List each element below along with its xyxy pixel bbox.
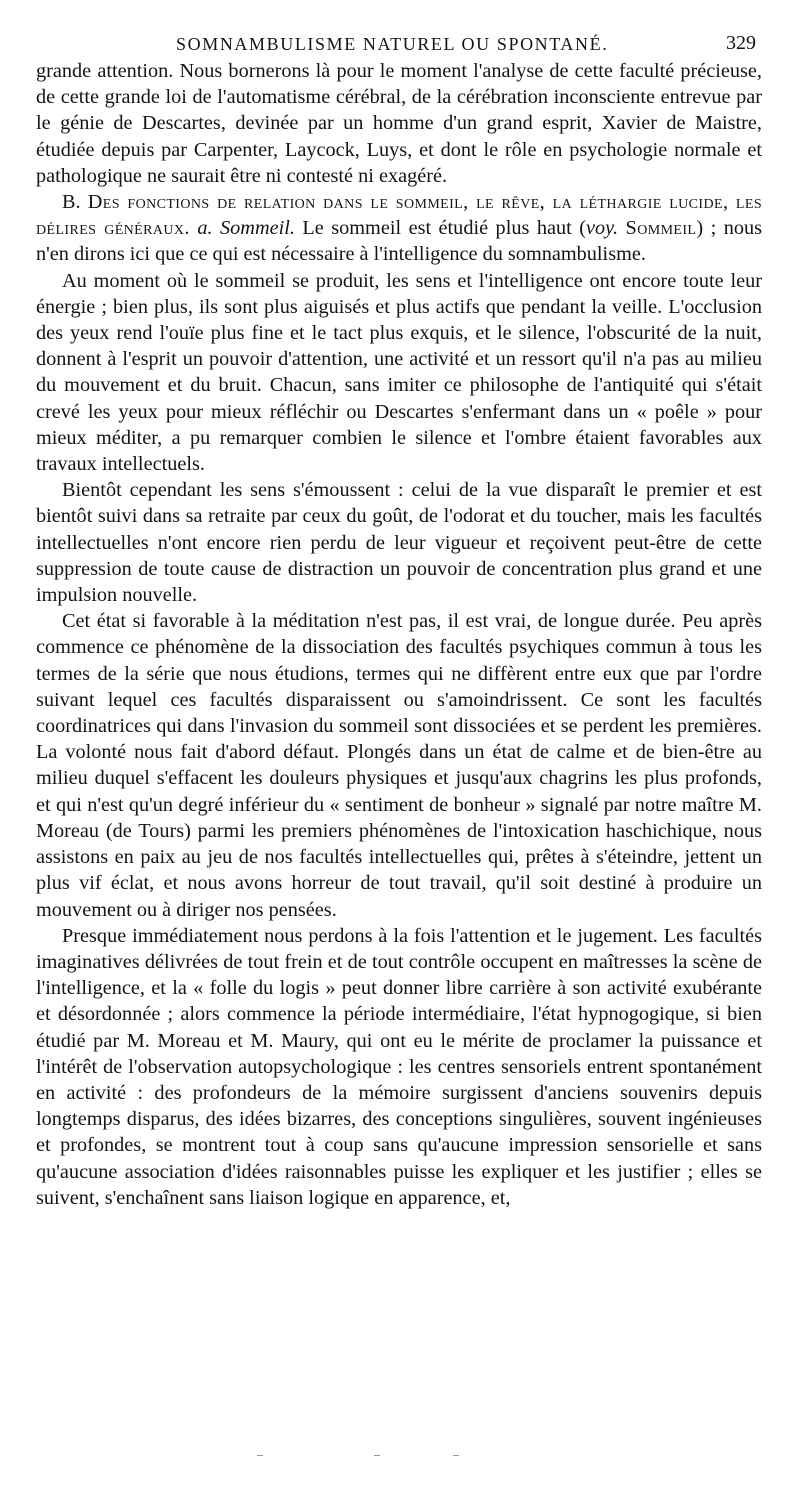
running-head: SOMNAMBULISME NATUREL OU SPONTANÉ. [176,34,609,54]
print-speck [257,1455,263,1456]
cross-reference-voy: voy. [585,217,619,240]
print-speck [374,1455,380,1456]
paragraph-etat-hypnogogique: Presque immédiatement nous perdons à la fois l'attention et le jugement. Les facultés imaginatives délivrées de tout frein et de tout contrôle occupent en maîtresses la scène de l'intelligence, et la « folle du logis » peut donner libre carrière à son activité exubérante et désordonnée ; alors commence la période intermédiaire, l'état hypnogogique, si bien étudié par M. Moreau et M. Maury, qui ont eu le mérite de proclamer la puissance et l'intérêt de l'observation autopsychologique : les centres sensoriels entrent spontanément en activité : des profondeurs de la mémoire surgissent d'anciens souvenirs depuis longtemps disparus, des idées bizarres, des conceptions singulières, souvent ingénieuses et profondes, se montrent tout à coup sans qu'aucune impression sensorielle et sans qu'aucune association d'idées raisonnables puisse les expliquer et les justifier ; elles se suivent, s'enchaînent sans liaison logique en apparence, et, [36,924,762,1209]
paragraph-sens-intelligence: Au moment où le sommeil se produit, les sens et l'intelligence ont encore toute leur énergie ; bien plus, ils sont plus aiguisés et plus actifs que pendant la veille. L'occlusion des yeux rend l'ouïe plus fine et le tact plus exquis, et le silence, l'obscurité de la nuit, donnent à l'esprit un pouvoir d'attention, une activité et un ressort qu'il n'a pas au milieu du mouvement et du bruit. Chacun, sans imiter ce philosophe de l'antiquité qui s'était crevé les yeux pour mieux réfléchir ou Descartes s'enfermant dans un « poêle » pour mieux méditer, a pu remarquer combien le silence et l'ombre étaient favorables aux travaux intellectuels. [36,269,762,476]
page-header [36,30,762,58]
cross-reference-target: Sommeil [625,217,697,240]
paragraph-continuation: grande attention. Nous bornerons là pour le moment l'analyse de cette faculté précieuse, de cette grande loi de l'automatisme cérébral, de la cérébration inconsciente entrevue par le génie de Descartes, devinée par un homme d'un grand esprit, Xavier de Maistre, étudiée depuis par Carpenter, Laycock, Luys, et dont le rôle en psychologie normale et pathologique ne saurait être ni contesté ni exagéré. [36,60,762,187]
print-specks [0,1455,800,1465]
paragraph-dissociation: Cet état si favorable à la méditation n'est pas, il est vrai, de longue durée. Peu après commence ce phénomène de la dissociation des facultés psychiques commun à tous les termes de la série que nous étudions, termes qui ne diffèrent entre eux que par l'ordre suivant lequel ces facultés disparaissent ou s'amoindrissent. Ce sont les facultés coordinatrices qui dans l'invasion du sommeil sont dissociées et se perdent les premières. La volonté nous fait d'abord défaut. Plongés dans un état de calme et de bien-être au milieu duquel s'effacent les douleurs physiques et jusqu'aux chagrins les plus profonds, et qui n'est qu'un degré inférieur du « sentiment de bonheur » signalé par notre maître M. Moreau (de Tours) parmi les premiers phénomènes de l'intoxication haschichique, nous assistons en paix au jeu de nos facultés intellectuelles qui, prêtes à s'éteindre, jettent un plus vif éclat, et nous avons horreur de tout travail, qu'il soit destiné à produire un mouvement ou à diriger nos pensées. [36,610,762,921]
print-speck [453,1455,459,1456]
page-number: 329 [726,32,756,54]
section-b-title: Des fonctions de relation dans le sommeil, le rêve, la léthargie lucide, les délires généraux. [36,191,762,240]
paragraph-sens-emoussent: Bientôt cependant les sens s'émoussent : celui de la vue disparaît le premier et est bientôt suivi dans sa retraite par ceux du goût, de l'odorat et du toucher, mais les facultés intellectuelles n'ont encore rien perdu de leur vigueur et reçoivent peut-être de cette suppression de toute cause de distraction un pouvoir de concentration plus grand et une impulsion nouvelle. [36,479,762,607]
section-b-label: B. [62,191,81,214]
subsection-sommeil-title: a. Sommeil. [197,217,295,240]
body-text [36,58,762,1211]
section-b-text-end: ) ; nous n'en dirons ici que ce qui est nécessaire à l'intelligence du somnambulisme. [36,217,763,266]
section-b-text-start: Le sommeil est étudié plus haut ( [302,217,586,240]
section-b-paragraph [36,189,762,268]
